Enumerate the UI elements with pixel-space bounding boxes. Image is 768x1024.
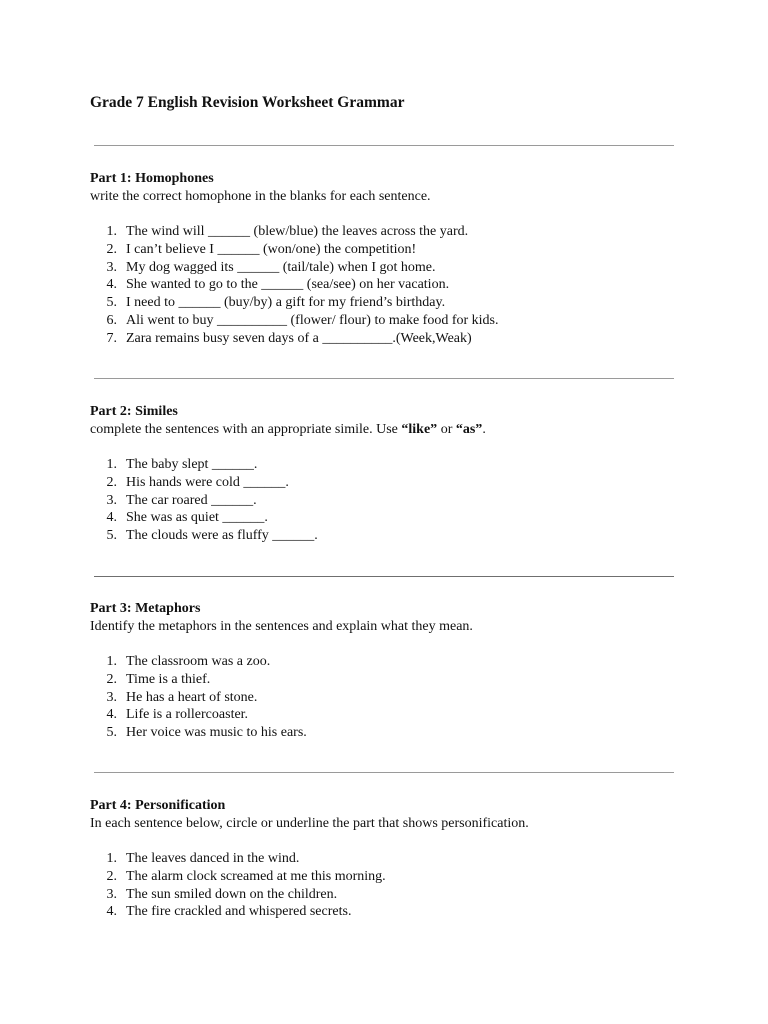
part-instruction: Identify the metaphors in the sentences and explain what they mean. xyxy=(90,619,473,634)
list-item xyxy=(90,903,710,921)
list-item xyxy=(90,509,710,527)
list-item xyxy=(90,868,710,886)
instruction-text: complete the sentences with an appropriate simile. Use xyxy=(90,422,402,437)
list-item xyxy=(90,653,710,671)
list-item xyxy=(90,492,710,510)
instruction-emphasis: “as” xyxy=(455,422,483,437)
item-number: 5. xyxy=(106,528,117,544)
part-3-metaphors xyxy=(90,600,710,742)
list-item xyxy=(90,259,710,277)
item-number: 2. xyxy=(106,671,117,687)
part-4-personification xyxy=(90,797,710,921)
item-text: I can’t believe I ______ (won/one) the competition! xyxy=(126,241,417,257)
item-number: 6. xyxy=(106,312,117,328)
item-text: Zara remains busy seven days of a __________.(Week,Weak) xyxy=(126,330,472,346)
item-text: The alarm clock screamed at me this morning. xyxy=(126,868,386,884)
item-text: She wanted to go to the ______ (sea/see) on her vacation. xyxy=(126,277,450,293)
list-item xyxy=(90,671,710,689)
item-number: 1. xyxy=(106,654,117,669)
item-number: 4. xyxy=(106,904,117,920)
divider xyxy=(94,145,674,146)
question-list xyxy=(90,223,710,348)
item-number: 1. xyxy=(106,851,117,866)
item-number: 3. xyxy=(106,492,117,508)
item-number: 2. xyxy=(106,474,117,490)
list-item xyxy=(90,456,710,474)
list-item xyxy=(90,527,710,545)
item-text: My dog wagged its ______ (tail/tale) when I got home. xyxy=(126,259,436,275)
part-heading: Part 2: Similes xyxy=(90,404,178,419)
list-item xyxy=(90,474,710,492)
item-text: The baby slept ______. xyxy=(126,457,258,472)
item-number: 2. xyxy=(106,241,117,257)
item-text: The sun smiled down on the children. xyxy=(126,886,338,902)
divider xyxy=(94,772,674,773)
item-text: He has a heart of stone. xyxy=(126,689,258,705)
item-number: 2. xyxy=(106,868,117,884)
worksheet-title: Grade 7 English Revision Worksheet Grammar xyxy=(90,94,405,111)
item-text: The leaves danced in the wind. xyxy=(126,851,300,866)
part-heading: Part 1: Homophones xyxy=(90,171,214,186)
item-text: The wind will ______ (blew/blue) the leaves across the yard. xyxy=(126,224,469,239)
list-item xyxy=(90,706,710,724)
part-heading: Part 4: Personification xyxy=(90,798,226,813)
item-number: 7. xyxy=(106,330,117,346)
part-instruction xyxy=(90,421,710,439)
list-item xyxy=(90,724,710,742)
item-text: The clouds were as fluffy ______. xyxy=(126,528,318,544)
item-text: Her voice was music to his ears. xyxy=(126,725,307,741)
item-number: 3. xyxy=(106,259,117,275)
list-item xyxy=(90,276,710,294)
instruction-text: or xyxy=(437,422,456,437)
item-number: 5. xyxy=(106,725,117,741)
item-text: The fire crackled and whispered secrets. xyxy=(126,904,352,920)
item-number: 1. xyxy=(106,224,117,239)
item-number: 4. xyxy=(106,510,117,526)
list-item xyxy=(90,330,710,348)
item-number: 1. xyxy=(106,457,117,472)
list-item xyxy=(90,850,710,868)
item-text: Ali went to buy __________ (flower/ flour) to make food for kids. xyxy=(126,312,499,328)
list-item xyxy=(90,241,710,259)
part-1-homophones xyxy=(90,170,710,348)
part-2-similes xyxy=(90,403,710,545)
item-number: 4. xyxy=(106,277,117,293)
part-instruction: In each sentence below, circle or underline the part that shows personification. xyxy=(90,816,529,831)
question-list xyxy=(90,653,710,742)
part-heading: Part 3: Metaphors xyxy=(90,601,201,616)
question-list xyxy=(90,456,710,545)
item-number: 5. xyxy=(106,295,117,311)
item-text: Life is a rollercoaster. xyxy=(126,707,249,723)
item-text: The classroom was a zoo. xyxy=(126,654,271,669)
question-list xyxy=(90,850,710,921)
item-text: The car roared ______. xyxy=(126,492,257,508)
item-text: His hands were cold ______. xyxy=(126,474,289,490)
divider xyxy=(94,576,674,577)
part-instruction: write the correct homophone in the blanks for each sentence. xyxy=(90,189,431,204)
divider xyxy=(94,378,674,379)
item-text: Time is a thief. xyxy=(126,671,211,687)
item-text: She was as quiet ______. xyxy=(126,510,268,526)
list-item xyxy=(90,294,710,312)
item-text: I need to ______ (buy/by) a gift for my friend’s birthday. xyxy=(126,295,446,311)
item-number: 3. xyxy=(106,689,117,705)
list-item xyxy=(90,689,710,707)
item-number: 4. xyxy=(106,707,117,723)
instruction-text: . xyxy=(482,422,486,437)
instruction-emphasis: “like” xyxy=(401,422,438,437)
list-item xyxy=(90,223,710,241)
list-item xyxy=(90,312,710,330)
item-number: 3. xyxy=(106,886,117,902)
list-item xyxy=(90,886,710,904)
